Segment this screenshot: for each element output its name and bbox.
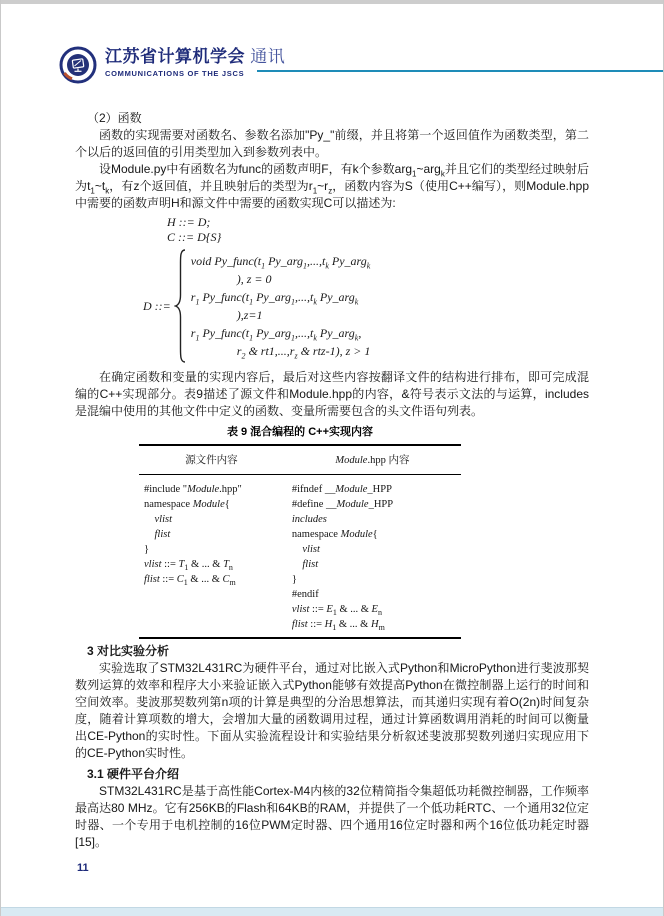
paragraph-arrangement: 在确定函数和变量的实现内容后，最后对这些内容按翻译文件的结构进行排布，即可完成混编的C++实现部分。表9描述了源文件和Module.hpp的内容，&符号表示文法的与运算，includes是混编中使用的其他文件中定义的函数、变量所需要包含的头文件语句列表。	[75, 370, 589, 418]
header-divider-rule	[257, 70, 663, 72]
journal-title-cn	[105, 47, 285, 67]
code-line: vlist ::= $E_1$ & ... & $E_n$	[291, 604, 382, 618]
table-9-body-row	[139, 475, 461, 637]
column-header-source-file: 源文件内容	[185, 455, 238, 466]
paragraph-hardware: STM32L431RC是基于高性能Cortex-M4内核的32位精简指令集超低功耗微控制器，工作频率最高达80 MHz。它有256KB的Flash和64KB的RAM，并提供了一个低功耗RTC、一个通用32位定时器、一个专用于电机控制的16位PWM定时器、四个通用16位定时器和两个16位低功耗定时器[15]。	[75, 784, 589, 849]
section-3-1-heading: 3.1 硬件平台介绍	[87, 767, 180, 781]
case2-condition: ),z=1	[236, 308, 263, 322]
paragraph-experiment: 实验选取了STM32L431RC为硬件平台，通过对比嵌入式Python和MicroPython进行斐波那契数列运算的效率和程序大小来验证嵌入式Python能够有效提高Python在微控制器上运行的时间和空间效率。斐波那契数列第n项的计算是典型的分治思想算法，而其递归实现有着O(2n)时间复杂度，随着计算项数的增大，会增加大量的函数调用过程，通过计算函数调用消耗的时间可以衡量出CE-Python的实时性。下面从实验流程设计和实验结果分析叙述斐波那契数列递归实现应用下的CE-Python实时性。	[75, 661, 589, 760]
code-line: flist ::= $H_1$ & ... & $H_m$	[291, 619, 385, 633]
journal-title-en: COMMUNICATIONS OF THE JSCS	[105, 69, 245, 78]
code-line: }	[144, 544, 150, 555]
code-line: vlist	[154, 514, 172, 525]
code-line: namespace Module{	[144, 499, 230, 510]
case3-condition: $r_2$ & $rt1,...,r_z$ & rtz-1), z > 1	[236, 344, 371, 361]
paragraph-module-definition: 设Module.py中有函数名为func的函数声明F，有k个参数arg$_1$~arg$_k$并且它们的类型经过映射后为$t_1\sim t_k$，有z个返回值，并且映射后的类型为$r_1\sim r_z$，函数内容为S（使用C++编写），则Module.hpp中需要的函数声明H和源文件中需要的函数实现C可以描述为:	[75, 162, 589, 210]
article-body	[1, 84, 663, 851]
code-line: #endif	[291, 589, 319, 600]
formula-d-cases	[143, 248, 589, 364]
journal-org-name: 江苏省计算机学会	[105, 47, 245, 66]
table-9-caption: 表 9 混合编程的 C++实现内容	[226, 426, 374, 438]
formula-c-line: C ::= D{S}	[167, 230, 222, 244]
source-file-code-cell	[139, 482, 284, 587]
case2-call: $r_1$ $Py\_func(t_1$ $Py\_arg_1,...,t_k$ Py_arg$_k$	[190, 290, 359, 307]
journal-header	[1, 4, 663, 84]
journal-brand	[105, 47, 285, 78]
code-line: flist ::= $C_1$ & ... & $C_m$	[144, 574, 236, 588]
case1-condition: ), z = 0	[236, 272, 272, 286]
next-page-edge	[1, 907, 663, 916]
jscs-society-logo-icon	[59, 46, 97, 84]
formula-case-list	[191, 252, 371, 360]
section-3-heading: 3 对比实验分析	[87, 644, 170, 658]
page-number: 11	[77, 862, 89, 874]
code-line: #include "Module.hpp"	[144, 484, 242, 495]
code-line: flist	[154, 529, 171, 540]
list-item-heading: （2）函数	[87, 111, 142, 125]
formula-h-line: H ::= D;	[167, 215, 211, 229]
paragraph-function-impl: 函数的实现需要对函数名、参数名添加"Py_"前缀，并且将第一个返回值作为函数类型，第二个以后的返回值的引用类型加入到参数列表中。	[75, 128, 589, 159]
code-line: #define __Module_HPP	[291, 499, 394, 510]
code-line: namespace Module{	[291, 529, 378, 540]
case1-call: void $Py\_func(t_1$ $Py\_arg_1,...,t_k$ Py_arg$_k$	[190, 254, 371, 271]
code-line: includes	[291, 514, 327, 525]
code-line: #ifndef __Module_HPP	[291, 484, 392, 495]
formula-d-label: D ::=	[143, 298, 171, 313]
column-header-module-hpp: Module.hpp 内容	[335, 455, 410, 466]
module-hpp-code-cell	[284, 482, 461, 632]
code-line: vlist	[302, 544, 320, 555]
code-line: vlist ::= $T_1$ & ... & $T_n$	[144, 559, 233, 573]
grammar-formula-block	[143, 215, 589, 364]
code-line: }	[291, 574, 297, 585]
table-9-grid	[139, 444, 461, 639]
table-9-header-row	[139, 446, 461, 475]
case3-call: $r_1$ $Py\_func(t_1$ $Py\_arg_1,...,t_k$ Py_arg$_k$,	[190, 326, 362, 343]
code-line: flist	[302, 559, 319, 570]
left-brace-icon	[174, 248, 187, 364]
journal-type-label: 通讯	[250, 47, 286, 66]
table-9	[139, 424, 461, 639]
